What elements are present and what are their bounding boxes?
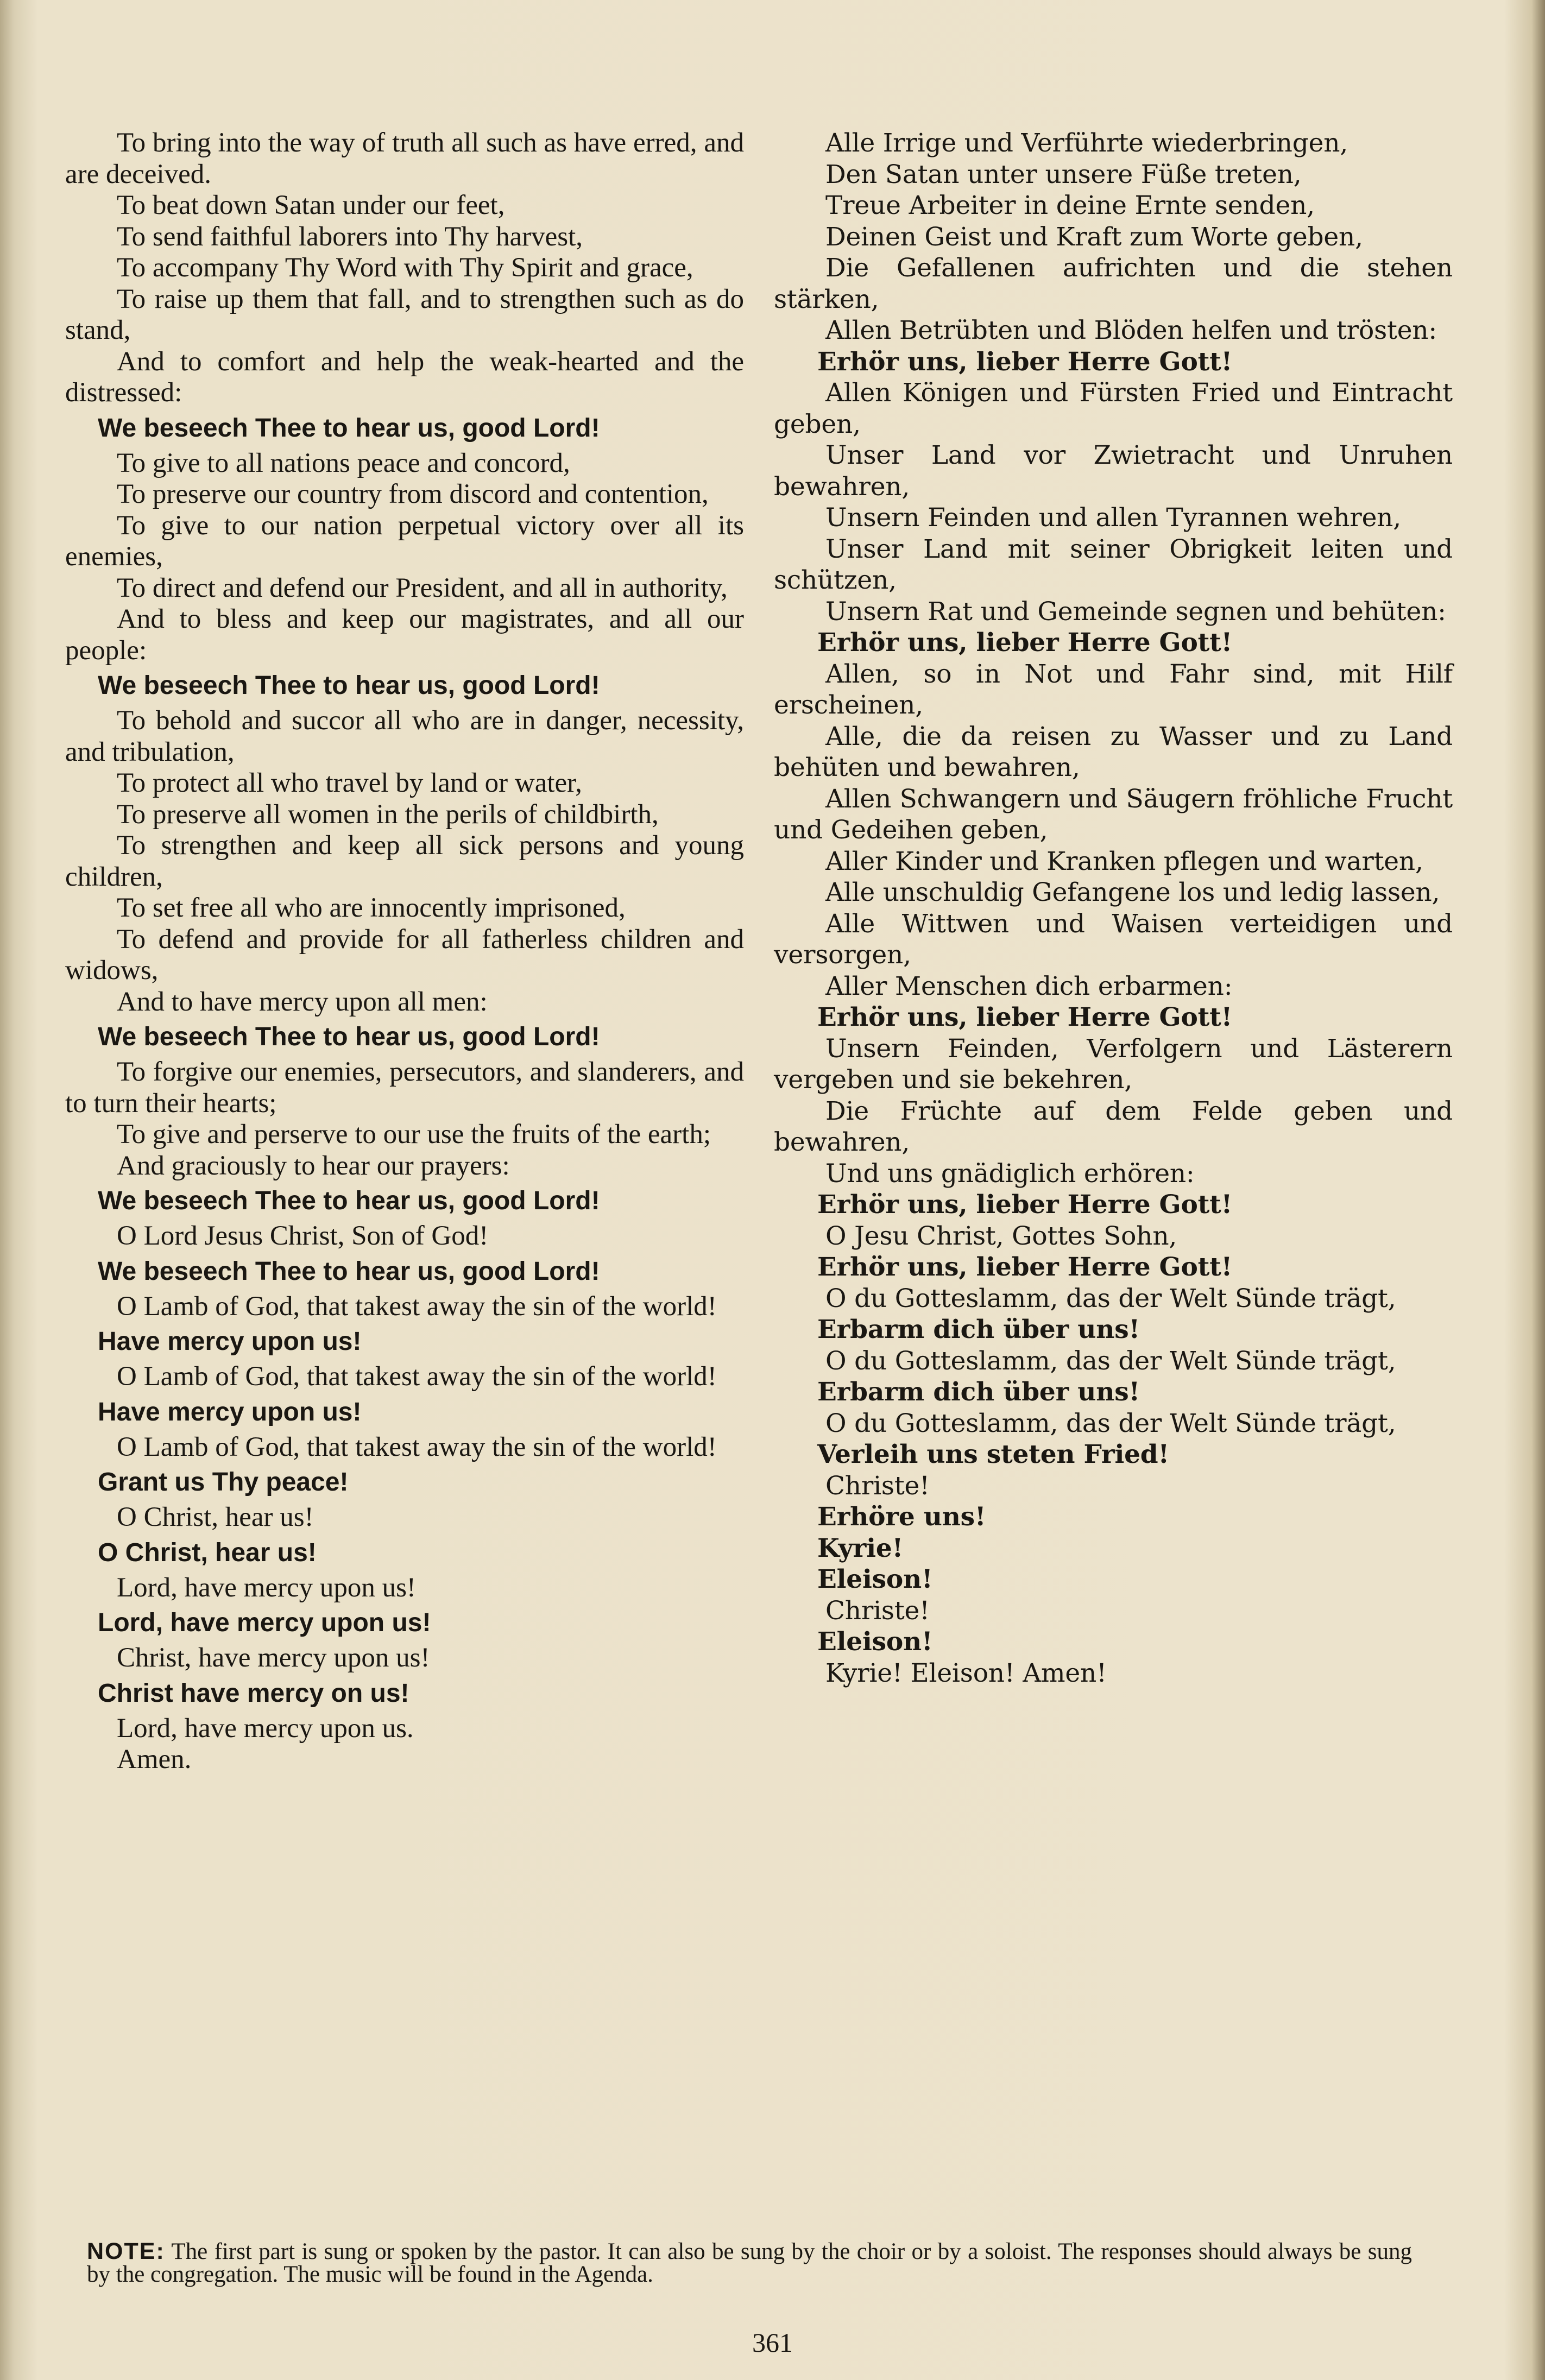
german-response: Erhör uns, lieber Herre Gott! bbox=[817, 1002, 1233, 1032]
english-petition: And to bless and keep our magistrates, and all our people: bbox=[65, 604, 744, 666]
english-petition: And to comfort and help the weak-hearted and the distressed: bbox=[65, 346, 744, 408]
english-litany-column bbox=[65, 128, 744, 1776]
english-petition: To send faithful laborers into Thy harvest, bbox=[117, 221, 583, 252]
german-petition: Alle Irrige und Verführte wiederbringen, bbox=[825, 128, 1348, 158]
german-response: Erbarm dich über uns! bbox=[817, 1377, 1140, 1407]
english-response: We beseech Thee to hear us, good Lord! bbox=[98, 1186, 600, 1215]
english-response: Have mercy upon us! bbox=[98, 1327, 362, 1356]
english-response: We beseech Thee to hear us, good Lord! bbox=[98, 671, 600, 700]
english-petition: To give to all nations peace and concord, bbox=[117, 447, 570, 478]
german-response: Erhör uns, lieber Herre Gott! bbox=[817, 1190, 1233, 1220]
english-petition: To give and perserve to our use the fruits of the earth; bbox=[117, 1119, 711, 1150]
footnote bbox=[87, 2240, 1412, 2286]
german-petition: Die Früchte auf dem Felde geben und bewahren, bbox=[774, 1096, 1453, 1157]
german-petition: Unser Land vor Zwietracht und Unruhen bewahren, bbox=[774, 440, 1453, 502]
german-response: Erhör uns, lieber Herre Gott! bbox=[817, 346, 1233, 377]
german-petition: Allen Königen und Fürsten Fried und Eintracht geben, bbox=[774, 378, 1453, 439]
english-petition: To set free all who are innocently imprisoned, bbox=[117, 893, 626, 923]
english-petition: And graciously to hear our prayers: bbox=[117, 1150, 510, 1181]
german-petition: Treue Arbeiter in deine Ernte senden, bbox=[825, 191, 1315, 220]
german-petition: Aller Menschen dich erbarmen: bbox=[825, 971, 1233, 1001]
english-petition: To direct and defend our President, and all in authority, bbox=[117, 572, 728, 603]
english-petition: O Lamb of God, that takest away the sin of the world! bbox=[117, 1431, 717, 1462]
page-number: 361 bbox=[752, 2327, 793, 2358]
german-response: Erhöre uns! bbox=[817, 1502, 986, 1532]
german-petition: Deinen Geist und Kraft zum Worte geben, bbox=[825, 222, 1363, 252]
english-response: Christ have mercy on us! bbox=[98, 1678, 409, 1708]
german-response: Kyrie! bbox=[817, 1533, 903, 1563]
german-response: Eleison! bbox=[817, 1564, 933, 1594]
footnote-label: NOTE: bbox=[87, 2238, 165, 2264]
german-petition: Alle, die da reisen zu Wasser und zu Land behüten und bewahren, bbox=[774, 721, 1453, 782]
german-response: Verleih uns steten Fried! bbox=[817, 1440, 1169, 1469]
german-petition: Und uns gnädiglich erhören: bbox=[825, 1158, 1195, 1189]
english-petition: To defend and provide for all fatherless children and widows, bbox=[65, 924, 744, 986]
german-petition: Unser Land mit seiner Obrigkeit leiten und schützen, bbox=[774, 534, 1453, 595]
english-petition: Lord, have mercy upon us. bbox=[117, 1713, 414, 1744]
english-petition: Amen. bbox=[117, 1744, 192, 1775]
german-response: Erhör uns, lieber Herre Gott! bbox=[817, 1252, 1233, 1282]
german-petition: Die Gefallenen aufrichten und die stehen stärken, bbox=[774, 253, 1453, 314]
german-response: Erbarm dich über uns! bbox=[817, 1315, 1140, 1344]
english-petition: O Christ, hear us! bbox=[117, 1502, 314, 1532]
german-petition: Unsern Feinden und allen Tyrannen wehren, bbox=[825, 503, 1401, 533]
english-petition: O Lamb of God, that takest away the sin of the world! bbox=[117, 1361, 717, 1392]
german-petition: Christe! bbox=[825, 1595, 930, 1626]
german-response: Eleison! bbox=[817, 1627, 933, 1657]
english-petition: To protect all who travel by land or water, bbox=[117, 768, 582, 798]
english-petition: To preserve all women in the perils of childbirth, bbox=[117, 799, 659, 830]
english-petition: To forgive our enemies, persecutors, and slanderers, and to turn their hearts; bbox=[65, 1057, 744, 1119]
english-response: We beseech Thee to hear us, good Lord! bbox=[98, 1022, 600, 1051]
english-response: Lord, have mercy upon us! bbox=[98, 1608, 431, 1637]
german-petition: Unsern Rat und Gemeinde segnen und behüten: bbox=[825, 596, 1446, 627]
english-petition: Lord, have mercy upon us! bbox=[117, 1572, 416, 1603]
english-petition: To give to our nation perpetual victory over all its enemies, bbox=[65, 510, 744, 572]
german-petition: Alle unschuldig Gefangene los und ledig lassen, bbox=[825, 877, 1440, 907]
german-petition: Aller Kinder und Kranken pflegen und warten, bbox=[825, 846, 1423, 876]
english-response: We beseech Thee to hear us, good Lord! bbox=[98, 1257, 600, 1286]
english-petition: To bring into the way of truth all such as have erred, and are deceived. bbox=[65, 128, 744, 190]
english-response: O Christ, hear us! bbox=[98, 1538, 317, 1567]
german-petition: O du Gotteslamm, das der Welt Sünde trägt, bbox=[825, 1283, 1396, 1314]
german-litany-column bbox=[774, 128, 1453, 1689]
german-petition: O du Gotteslamm, das der Welt Sünde trägt, bbox=[825, 1346, 1396, 1376]
german-petition: Alle Wittwen und Waisen verteidigen und versorgen, bbox=[774, 908, 1453, 970]
english-petition: Christ, have mercy upon us! bbox=[117, 1643, 430, 1673]
english-response: We beseech Thee to hear us, good Lord! bbox=[98, 413, 600, 443]
english-petition: To preserve our country from discord and contention, bbox=[117, 479, 709, 509]
english-response: Grant us Thy peace! bbox=[98, 1468, 349, 1497]
english-petition: To beat down Satan under our feet, bbox=[117, 190, 505, 220]
german-response: Erhör uns, lieber Herre Gott! bbox=[817, 628, 1233, 658]
english-petition: To raise up them that fall, and to strengthen such as do stand, bbox=[65, 283, 744, 345]
german-petition: Unsern Feinden, Verfolgern und Lästerern vergeben und sie bekehren, bbox=[774, 1033, 1453, 1095]
english-petition: To behold and succor all who are in danger, necessity, and tribulation, bbox=[65, 705, 744, 767]
german-petition: Allen, so in Not und Fahr sind, mit Hilf erscheinen, bbox=[774, 659, 1453, 720]
german-petition: O Jesu Christ, Gottes Sohn, bbox=[825, 1221, 1177, 1251]
german-petition: Den Satan unter unsere Füße treten, bbox=[825, 159, 1302, 190]
english-petition: To strengthen and keep all sick persons and young children, bbox=[65, 830, 744, 892]
footnote-text: The first part is sung or spoken by the pastor. It can also be sung by the choir or by a soloist. The responses should always be sung by the congregation. The music will be found in the Agenda. bbox=[87, 2239, 1412, 2287]
german-petition: Christe! bbox=[825, 1470, 930, 1501]
german-petition: Allen Schwangern und Säugern fröhliche Frucht und Gedeihen geben, bbox=[774, 784, 1453, 845]
english-petition: O Lamb of God, that takest away the sin of the world! bbox=[117, 1291, 717, 1322]
english-petition: O Lord Jesus Christ, Son of God! bbox=[117, 1221, 489, 1251]
english-petition: And to have mercy upon all men: bbox=[117, 986, 488, 1017]
english-petition: To accompany Thy Word with Thy Spirit and grace, bbox=[117, 252, 693, 283]
english-response: Have mercy upon us! bbox=[98, 1397, 362, 1426]
german-petition: Kyrie! Eleison! Amen! bbox=[825, 1658, 1107, 1688]
german-petition: O du Gotteslamm, das der Welt Sünde trägt, bbox=[825, 1408, 1396, 1438]
german-petition: Allen Betrübten und Blöden helfen und trösten: bbox=[825, 315, 1437, 345]
